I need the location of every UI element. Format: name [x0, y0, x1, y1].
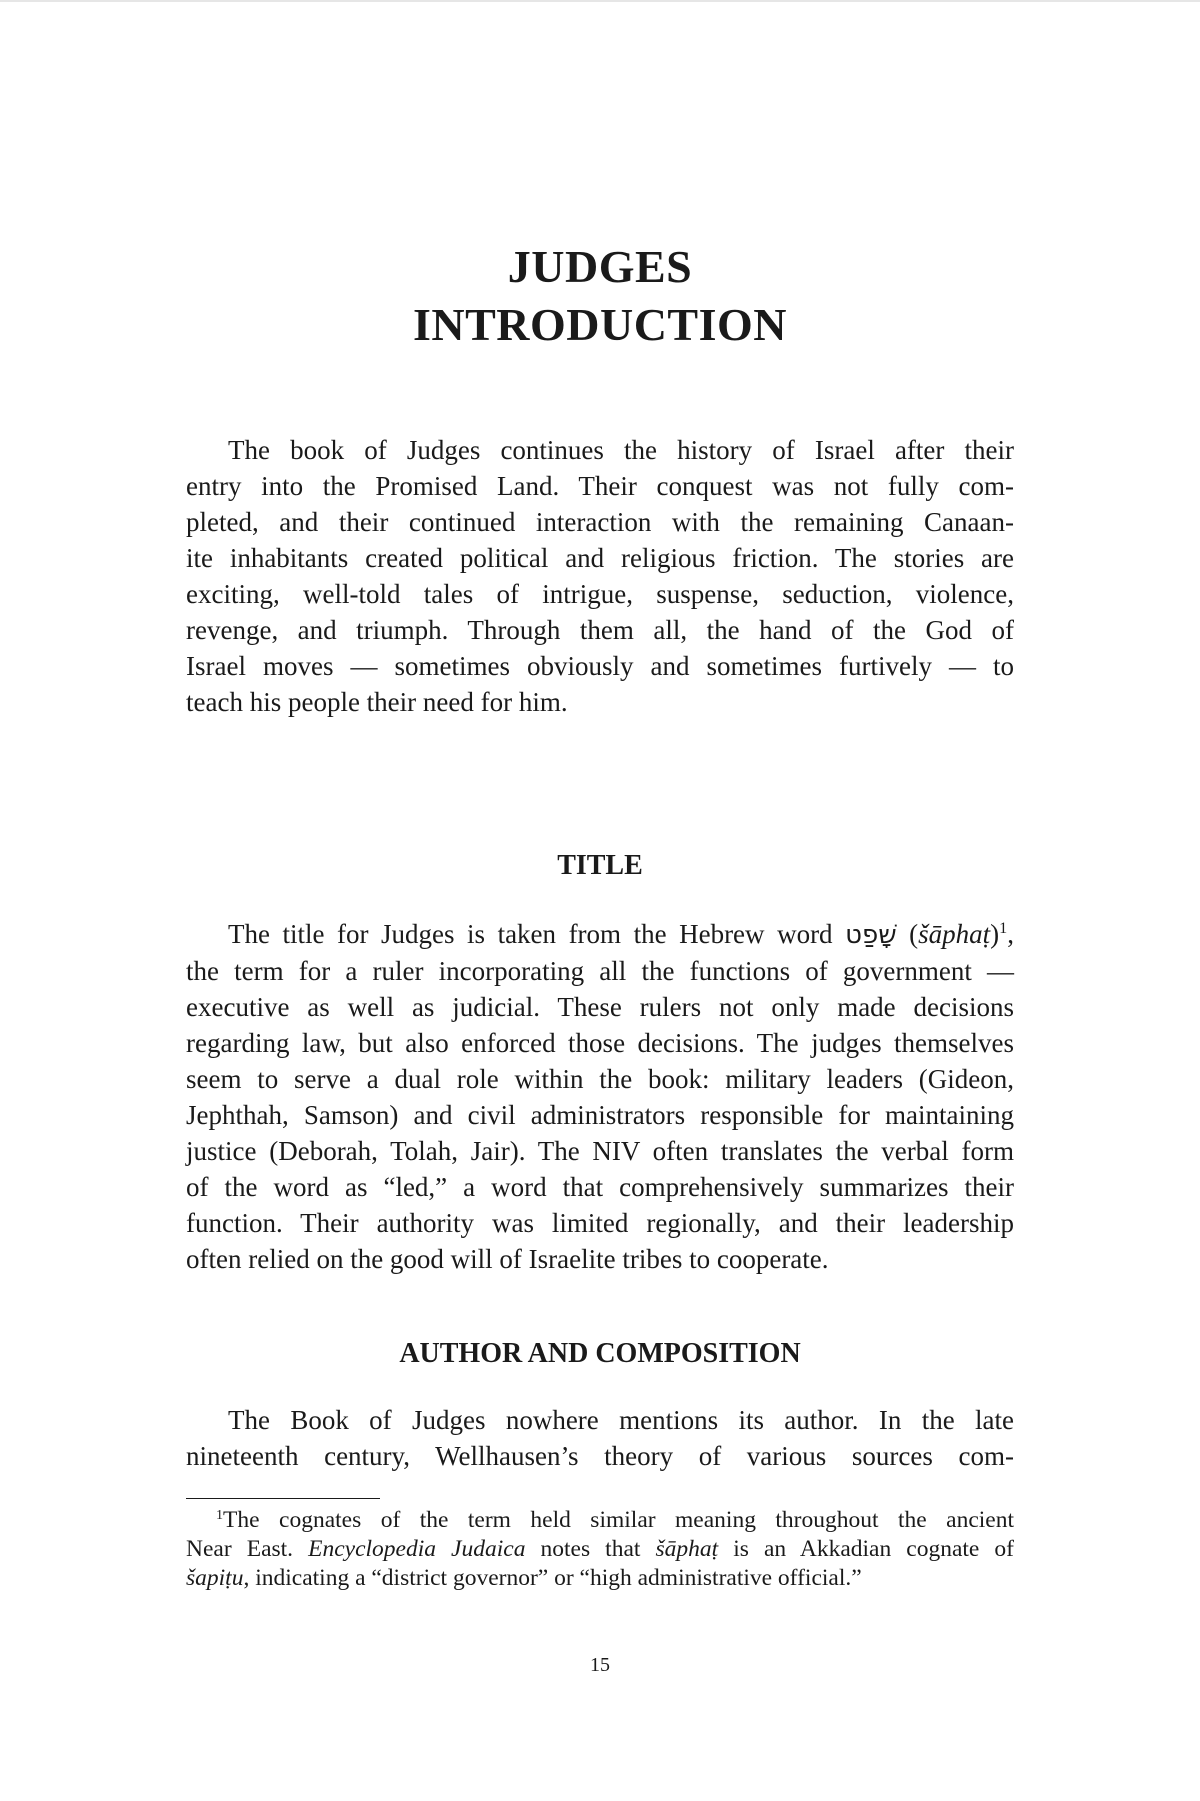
text-line: seem to serve a dual role within the book: military leaders (Gideon,: [186, 1064, 1014, 1094]
footnote-text: The cognates of the term held similar meaning throughout the ancient: [223, 1507, 1014, 1533]
text-line: nineteenth century, Wellhausen’s theory of various sources com-: [186, 1441, 1014, 1471]
intro-paragraph: [186, 432, 1014, 720]
text-line: the term for a ruler incorporating all the functions of government —: [186, 956, 1014, 986]
text-line: exciting, well-told tales of intrigue, suspense, seduction, violence,: [186, 579, 1014, 609]
text-line: The Book of Judges nowhere mentions its author. In the late: [228, 1405, 1014, 1435]
section-heading-author: AUTHOR AND COMPOSITION: [399, 1338, 801, 1369]
footnote-source: Encyclopedia Judaica: [308, 1536, 526, 1562]
footnote-text: Near East.: [186, 1536, 309, 1562]
chapter-title-line-1: JUDGES: [507, 241, 693, 292]
text-run: The title for Judges is taken from the Hebrew word: [228, 919, 846, 949]
text-line: The book of Judges continues the history of Israel after their: [228, 435, 1014, 465]
text-line: often relied on the good will of Israelite tribes to cooperate.: [186, 1244, 829, 1274]
text-line: regarding law, but also enforced those decisions. The judges themselves: [186, 1028, 1014, 1058]
text-line: function. Their authority was limited regionally, and their leadership: [186, 1208, 1014, 1238]
footnote-line: [186, 1564, 1014, 1593]
footnote-line: [186, 1506, 1014, 1535]
text-line: revenge, and triumph. Through them all, the hand of the God of: [186, 615, 1014, 645]
text-line-with-hebrew: The title for Judges is taken from the Hebrew word שָׁפַט (šāphaṭ)$^1$,: [228, 919, 1014, 950]
footnote-text: notes that: [525, 1536, 656, 1562]
page-top-edge: [0, 0, 1200, 2]
page-number: 15: [590, 1654, 610, 1676]
section-heading-title: TITLE: [557, 850, 643, 881]
footnote-text: , indicating a “district governor” or “high administrative official.”: [243, 1565, 862, 1591]
footnote-term: šāphaṭ: [655, 1536, 719, 1562]
transliteration: šāphaṭ: [918, 919, 991, 949]
footnote-marker: 1: [216, 1506, 224, 1523]
title-paragraph: [186, 916, 1014, 1277]
chapter-title-line-2: INTRODUCTION: [412, 299, 788, 350]
text-line: Jephthah, Samson) and civil administrators responsible for maintaining: [186, 1100, 1014, 1130]
footnote-text: is an Akkadian cognate of: [718, 1536, 1014, 1562]
author-paragraph: [186, 1402, 1014, 1474]
footnote-line: [186, 1535, 1014, 1564]
footnote-term: šapiṭu: [186, 1565, 244, 1591]
text-line: entry into the Promised Land. Their conquest was not fully com-: [186, 471, 1014, 501]
footnote: [186, 1506, 1014, 1593]
footnote-reference[interactable]: 1: [999, 919, 1008, 938]
text-line: pleted, and their continued interaction with the remaining Canaan-: [186, 507, 1014, 537]
text-line: justice (Deborah, Tolah, Jair). The NIV often translates the verbal form: [186, 1136, 1014, 1166]
text-line: Israel moves — sometimes obviously and sometimes furtively — to: [186, 651, 1014, 681]
text-line: teach his people their need for him.: [186, 687, 568, 717]
chapter-title: [186, 238, 1014, 354]
text-line: executive as well as judicial. These rulers not only made decisions: [186, 992, 1014, 1022]
text-line: ite inhabitants created political and religious friction. The stories are: [186, 543, 1014, 573]
footnote-divider: [186, 1498, 380, 1499]
text-line: of the word as “led,” a word that comprehensively summarizes their: [186, 1172, 1014, 1202]
hebrew-word: שָׁפַט: [845, 920, 897, 950]
